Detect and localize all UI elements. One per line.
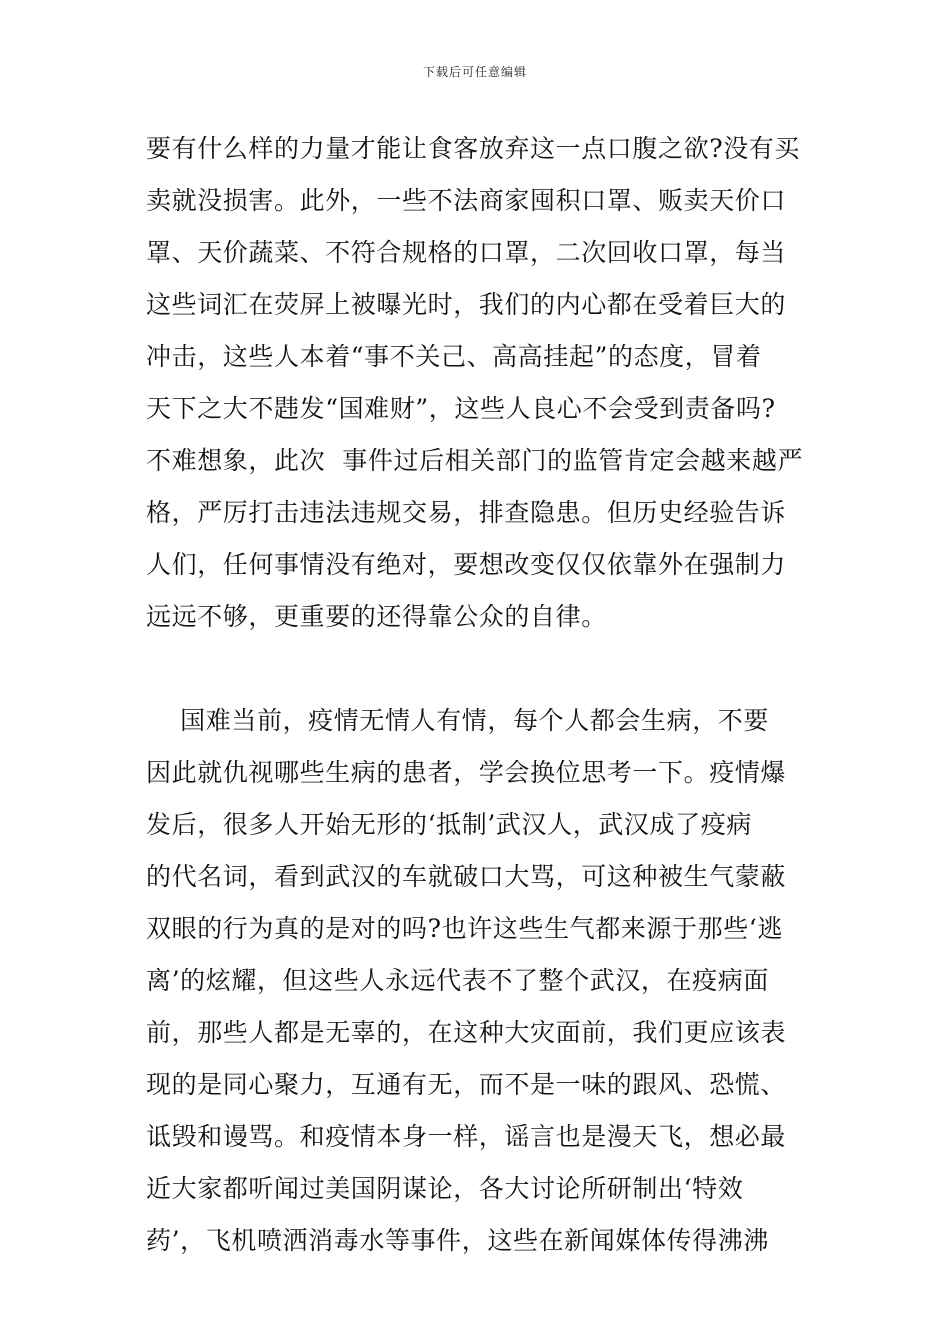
document-body (146, 123, 811, 1267)
text-line: 格，严厉打击违法违规交易，排查隐患。但历史经验告诉 (146, 498, 787, 527)
text-line: 发后，很多人开始无形的‘抵制’武汉人，武汉成了疫病 (146, 810, 752, 839)
text-line: 国难当前，疫情无情人有情，每个人都会生病，不要 (146, 706, 769, 735)
text-line: 天下之大不韪发“国难财”，这些人良心不会受到责备吗? (146, 394, 776, 423)
text-line: 诋毁和谩骂。和疫情本身一样，谣言也是漫天飞，想必最 (146, 1122, 787, 1151)
text-line: 双眼的行为真的是对的吗?也许这些生气都来源于那些‘逃 (146, 914, 783, 943)
text-line: 冲击，这些人本着“事不关己、高高挂起”的态度，冒着 (146, 342, 762, 371)
page-header: 下载后可任意编辑 (422, 65, 527, 79)
text-line: 现的是同心聚力，互通有无，而不是一味的跟风、恐慌、 (146, 1070, 787, 1099)
text-line: 要有什么样的力量才能让食客放弃这一点口腹之欲?没有买 (146, 134, 801, 163)
text-line: 卖就没损害。此外，一些不法商家囤积口罩、贩卖天价口 (146, 186, 787, 215)
paragraph-1 (146, 123, 811, 643)
text-line: 近大家都听闻过美国阴谋论，各大讨论所研制出‘特效 (146, 1174, 744, 1203)
text-line: 远远不够，更重要的还得靠公众的自律。 (146, 602, 607, 631)
text-line: 离’的炫耀，但这些人永远代表不了整个武汉，在疫病面 (146, 966, 769, 995)
paragraph-spacer (146, 643, 811, 695)
text-line: 药’，飞机喷洒消毒水等事件，这些在新闻媒体传得沸沸 (146, 1226, 769, 1255)
text-line: 前，那些人都是无辜的，在这种大灾面前，我们更应该表 (146, 1018, 787, 1047)
text-line: 这些词汇在荧屏上被曝光时，我们的内心都在受着巨大的 (146, 290, 787, 319)
text-line: 因此就仇视哪些生病的患者，学会换位思考一下。疫情爆 (146, 758, 787, 787)
text-line: 人们，任何事情没有绝对，要想改变仅仅依靠外在强制力 (146, 550, 787, 579)
text-line: 罩、天价蔬菜、不符合规格的口罩，二次回收口罩，每当 (146, 238, 787, 267)
text-line: 不难想象，此次 事件过后相关部门的监管肯定会越来越严 (146, 446, 804, 475)
paragraph-2 (146, 695, 811, 1267)
text-line: 的代名词，看到武汉的车就破口大骂，可这种被生气蒙蔽 (146, 862, 787, 891)
